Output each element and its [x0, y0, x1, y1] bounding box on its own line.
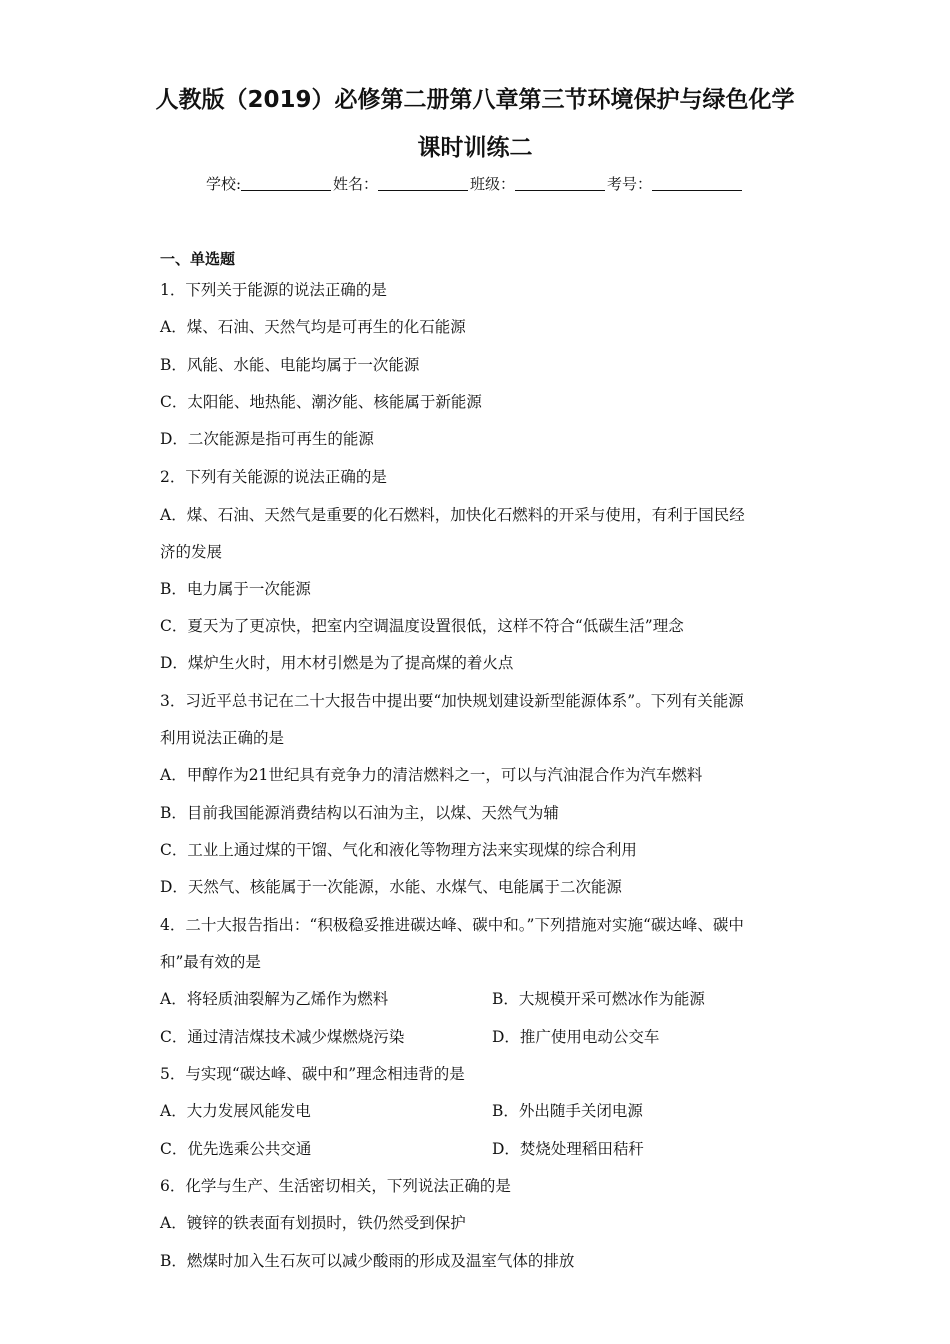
document-subtitle: 课时训练二 [417, 135, 533, 161]
name-label: 姓名： [333, 175, 379, 193]
question-stem: 3．习近平总书记在二十大报告中提出要“加快规划建设新型能源体系”。下列有关能源 [160, 692, 744, 710]
option-d: D．焚烧处理稻田秸秆 [492, 1140, 644, 1158]
option-row [160, 1138, 800, 1160]
option-d: D．二次能源是指可再生的能源 [160, 430, 374, 448]
question-stem: 2．下列有关能源的说法正确的是 [160, 468, 387, 486]
option-c: C．通过清洁煤技术减少煤燃烧污染 [160, 1028, 405, 1046]
school-label: 学校: [205, 175, 241, 193]
option-c: C．太阳能、地热能、潮汐能、核能属于新能源 [160, 393, 482, 411]
option-a-continued: 济的发展 [160, 543, 223, 561]
option-a: A．煤、石油、天然气均是可再生的化石能源 [160, 318, 466, 336]
option-b: B．燃煤时加入生石灰可以减少酸雨的形成及温室气体的排放 [160, 1252, 575, 1270]
option-b: B．外出随手关闭电源 [492, 1102, 643, 1120]
section-title: 一、单选题 [160, 250, 236, 268]
school-blank[interactable] [241, 176, 331, 191]
option-b: B．目前我国能源消费结构以石油为主，以煤、天然气为辅 [160, 804, 559, 822]
option-row [160, 1026, 800, 1048]
option-c: C．夏天为了更凉快，把室内空调温度设置很低，这样不符合“低碳生活”理念 [160, 617, 684, 635]
option-d: D．煤炉生火时，用木材引燃是为了提高煤的着火点 [160, 654, 514, 672]
question-stem-continued: 和”最有效的是 [160, 953, 261, 971]
question-stem-continued: 利用说法正确的是 [160, 729, 285, 747]
option-d: D．推广使用电动公交车 [492, 1028, 660, 1046]
option-b: B．大规模开采可燃冰作为能源 [492, 990, 705, 1008]
student-info-line [0, 173, 950, 195]
option-row [160, 1100, 800, 1122]
question-stem: 5．与实现“碳达峰、碳中和”理念相违背的是 [160, 1065, 465, 1083]
option-c: C．工业上通过煤的干馏、气化和液化等物理方法来实现煤的综合利用 [160, 841, 637, 859]
option-c: C．优先选乘公共交通 [160, 1140, 312, 1158]
question-stem: 4．二十大报告指出：“积极稳妥推进碳达峰、碳中和。”下列措施对实施“碳达峰、碳中 [160, 916, 744, 934]
question-stem: 1．下列关于能源的说法正确的是 [160, 281, 387, 299]
exam-no-blank[interactable] [652, 176, 742, 191]
exam-no-label: 考号： [607, 175, 653, 193]
class-label: 班级： [470, 175, 516, 193]
class-blank[interactable] [515, 176, 605, 191]
document-title: 人教版（2019）必修第二册第八章第三节环境保护与绿色化学 [155, 87, 795, 113]
option-b: B．风能、水能、电能均属于一次能源 [160, 356, 420, 374]
option-a: A．煤、石油、天然气是重要的化石燃料，加快化石燃料的开采与使用，有利于国民经 [160, 506, 745, 524]
name-blank[interactable] [378, 176, 468, 191]
question-stem: 6．化学与生产、生活密切相关，下列说法正确的是 [160, 1177, 511, 1195]
option-a: A．镀锌的铁表面有划损时，铁仍然受到保护 [160, 1214, 466, 1232]
option-b: B．电力属于一次能源 [160, 580, 311, 598]
option-a: A．将轻质油裂解为乙烯作为燃料 [160, 990, 389, 1008]
option-a: A．甲醇作为21世纪具有竞争力的清洁燃料之一，可以与汽油混合作为汽车燃料 [160, 766, 703, 784]
option-row [160, 988, 800, 1010]
option-d: D．天然气、核能属于一次能源，水能、水煤气、电能属于二次能源 [160, 878, 622, 896]
option-a: A．大力发展风能发电 [160, 1102, 311, 1120]
